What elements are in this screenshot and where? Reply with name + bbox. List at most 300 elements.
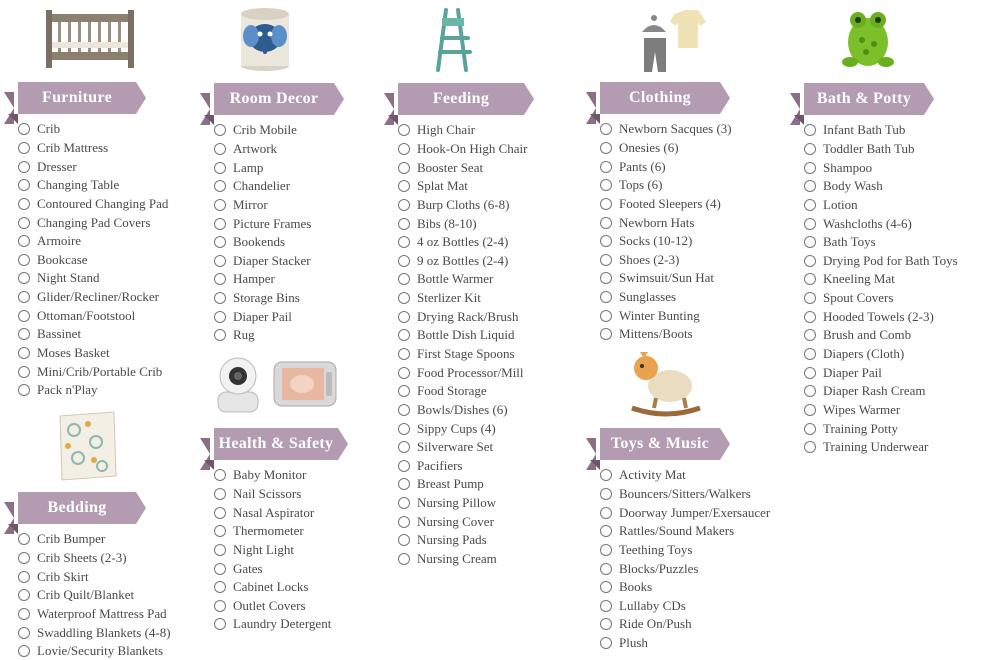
checklist-item[interactable] [18,250,168,269]
checklist-item-label: Newborn Sacques (3) [619,121,732,137]
checkbox-circle[interactable] [398,423,410,435]
checkbox-circle[interactable] [600,563,612,575]
checklist-item-label: Training Underwear [823,439,929,455]
checkbox-circle[interactable] [214,488,226,500]
checklist-item-label: Moses Basket [37,345,110,360]
checklist-item[interactable] [214,578,331,597]
checkbox-circle[interactable] [600,525,612,537]
checklist-item[interactable] [398,494,528,513]
checklist-item[interactable] [600,306,732,325]
checklist-item[interactable] [398,270,528,289]
checklist-item[interactable] [398,401,528,420]
checklist-item-label: Bouncers/Sitters/Walkers [619,485,751,501]
checkbox-circle[interactable] [398,292,410,304]
checkbox-circle[interactable] [214,273,226,285]
checkbox-circle[interactable] [600,142,612,154]
checklist-item-label: Thermometer [233,523,304,539]
checkbox-circle[interactable] [214,525,226,537]
checklist-item[interactable] [600,325,732,344]
checklist-item[interactable] [600,157,732,176]
checkbox-circle[interactable] [600,600,612,612]
checkbox-circle[interactable] [214,162,226,174]
checkbox-circle[interactable] [18,161,30,173]
checkbox-circle[interactable] [214,581,226,593]
checklist-item[interactable] [804,196,958,215]
checklist-item[interactable] [600,541,770,560]
section-banner [790,83,958,115]
checklist-item-label: Newborn Hats [619,214,695,230]
checklist-item-label: Storage Bins [233,290,300,306]
checklist-item[interactable] [600,232,732,251]
checklist-item-label: Footed Sleepers (4) [619,195,721,211]
checklist-item[interactable] [600,288,732,307]
checklist-item[interactable] [214,214,311,233]
checklist-item[interactable] [804,214,958,233]
checkbox-circle[interactable] [398,385,410,397]
checklist-item[interactable] [18,306,168,325]
section-toys-music [600,428,770,652]
checkbox-circle[interactable] [18,608,30,620]
checkbox-circle[interactable] [398,404,410,416]
checklist [398,121,528,568]
checklist-item[interactable] [18,344,168,363]
checklist-item[interactable] [18,176,168,195]
checklist-item[interactable] [804,363,958,382]
checklist-item-label: Training Potty [823,420,899,436]
checkbox-circle[interactable] [18,291,30,303]
checklist-item[interactable] [804,121,958,140]
checklist-item[interactable] [600,596,770,615]
checklist-item[interactable] [214,270,311,289]
checklist-item[interactable] [804,382,958,401]
checkbox-circle[interactable] [18,552,30,564]
checklist-item-label: Nursing Pads [417,532,487,548]
checklist-item[interactable] [398,512,528,531]
checklist-item[interactable] [600,195,732,214]
checklist-item[interactable] [398,121,528,140]
checkbox-circle[interactable] [804,199,816,211]
checkbox-circle[interactable] [18,254,30,266]
checkbox-circle[interactable] [804,143,816,155]
checklist-item[interactable] [398,214,528,233]
checklist-item-label: Crib Bumper [37,531,106,547]
checkbox-circle[interactable] [214,255,226,267]
checkbox-circle[interactable] [600,198,612,210]
checklist-item-label: Bottle Warmer [417,271,494,287]
checkbox-circle[interactable] [600,161,612,173]
checklist-item-label: Hook-On High Chair [417,140,528,156]
checkbox-circle[interactable] [398,180,410,192]
checklist-item[interactable] [18,157,168,176]
checkbox-circle[interactable] [398,460,410,472]
crib-picture [40,6,140,70]
checklist-item[interactable] [18,567,171,586]
checkbox-circle[interactable] [804,255,816,267]
checklist-item[interactable] [600,466,770,485]
checkbox-circle[interactable] [804,348,816,360]
checklist-item[interactable] [398,158,528,177]
checklist-item[interactable] [18,605,171,624]
checkbox-circle[interactable] [804,423,816,435]
checkbox-circle[interactable] [18,384,30,396]
checkbox-circle[interactable] [18,366,30,378]
checkbox-circle[interactable] [18,217,30,229]
checklist-item-label: Food Processor/Mill [417,364,524,380]
section-banner [586,428,770,460]
checklist-item-label: Teething Toys [619,541,693,557]
checklist-item-label: Rug [233,327,255,343]
checkbox-circle[interactable] [398,218,410,230]
section-bath-potty [804,83,958,457]
checklist-item-label: Drying Pod for Bath Toys [823,252,958,268]
checkbox-circle[interactable] [600,637,612,649]
checkbox-circle[interactable] [804,329,816,341]
section-clothing [600,82,732,344]
checkbox-circle[interactable] [804,236,816,248]
checklist-item-label: Plush [619,635,648,651]
checkbox-circle[interactable] [18,235,30,247]
checklist [18,120,168,400]
section-title: Bedding [18,492,136,524]
checklist-item[interactable] [214,559,331,578]
checklist-item[interactable] [804,345,958,364]
checklist-item[interactable] [18,213,168,232]
checkbox-circle[interactable] [214,311,226,323]
checkbox-circle[interactable] [600,123,612,135]
checklist-item[interactable] [600,269,732,288]
checklist-item-label: Night Light [233,541,295,557]
checkbox-circle[interactable] [600,618,612,630]
checkbox-circle[interactable] [398,553,410,565]
checkbox-circle[interactable] [600,217,612,229]
checklist-item[interactable] [398,251,528,270]
checklist-item[interactable] [18,586,171,605]
checkbox-circle[interactable] [18,198,30,210]
checklist-item-label: Activity Mat [619,467,686,483]
checklist-item[interactable] [214,233,311,252]
checklist-item-label: Hooded Towels (2-3) [823,308,934,324]
checklist-item[interactable] [804,270,958,289]
checklist-item-label: Chandelier [233,178,291,194]
checklist-item[interactable] [398,233,528,252]
checkbox-circle[interactable] [398,348,410,360]
checklist-item[interactable] [18,642,171,660]
checkbox-circle[interactable] [398,367,410,379]
checklist-item[interactable] [214,289,311,308]
checkbox-circle[interactable] [18,272,30,284]
checkbox-circle[interactable] [214,544,226,556]
checklist-item[interactable] [18,549,171,568]
checklist-item[interactable] [804,140,958,159]
checkbox-circle[interactable] [398,273,410,285]
checkbox-circle[interactable] [398,162,410,174]
checklist-item[interactable] [600,578,770,597]
checklist-item-label: Breast Pump [417,476,484,492]
checklist-item[interactable] [214,177,311,196]
checklist-item[interactable] [214,596,331,615]
checkbox-circle[interactable] [398,236,410,248]
checklist-item[interactable] [18,325,168,344]
checklist-item[interactable] [214,158,311,177]
checkbox-circle[interactable] [804,385,816,397]
checklist-item[interactable] [600,250,732,269]
section-title: Bath & Potty [804,83,924,115]
checklist-item[interactable] [18,120,168,139]
checklist-item-label: Picture Frames [233,215,312,231]
checkbox-circle[interactable] [214,292,226,304]
checkbox-circle[interactable] [18,571,30,583]
section-feeding [398,83,528,568]
checklist-item[interactable] [600,120,732,139]
checklist-item-label: Glider/Recliner/Rocker [37,289,160,305]
checkbox-circle[interactable] [398,497,410,509]
checkbox-circle[interactable] [214,600,226,612]
checklist-item[interactable] [214,251,311,270]
checkbox-circle[interactable] [398,516,410,528]
checklist-item-label: Lamp [233,159,264,175]
checkbox-circle[interactable] [18,310,30,322]
checklist-item-label: Diaper Rash Cream [823,383,926,399]
checklist-item[interactable] [214,485,331,504]
checklist [600,466,770,652]
checklist [214,466,331,634]
checkbox-circle[interactable] [804,180,816,192]
checkbox-circle[interactable] [18,328,30,340]
checkbox-circle[interactable] [214,507,226,519]
checklist-item-label: Doorway Jumper/Exersaucer [619,504,771,520]
checklist-item-label: Wipes Warmer [823,401,901,417]
checkbox-circle[interactable] [214,563,226,575]
checklist-item[interactable] [398,457,528,476]
checklist-item[interactable] [804,177,958,196]
checklist-item-label: Books [619,579,653,595]
checkbox-circle[interactable] [398,478,410,490]
checklist-item-label: Dresser [37,158,77,174]
checkbox-circle[interactable] [398,311,410,323]
elephant-bin-picture [236,4,294,72]
checkbox-circle[interactable] [398,534,410,546]
checklist-item[interactable] [214,615,331,634]
checklist-item[interactable] [214,326,311,345]
checkbox-circle[interactable] [18,347,30,359]
checklist-item[interactable] [398,363,528,382]
checklist-item[interactable] [214,541,331,560]
checklist-item[interactable] [398,196,528,215]
checkbox-circle[interactable] [804,292,816,304]
high-chair-picture [428,4,480,74]
checkbox-circle[interactable] [18,123,30,135]
checklist-item[interactable] [804,158,958,177]
checkbox-circle[interactable] [214,218,226,230]
checkbox-circle[interactable] [18,179,30,191]
checkbox-circle[interactable] [214,143,226,155]
checkbox-circle[interactable] [398,199,410,211]
checkbox-circle[interactable] [804,273,816,285]
checklist-item[interactable] [804,419,958,438]
checklist-item[interactable] [18,269,168,288]
checklist-item[interactable] [600,213,732,232]
checklist-item-label: Tops (6) [619,177,663,193]
checklist-item-label: Infant Bath Tub [823,122,906,138]
checklist-item[interactable] [398,531,528,550]
checklist-item-label: Diaper Pail [823,364,882,380]
section-banner [384,83,528,115]
checklist-item-label: Changing Table [37,177,120,193]
checkbox-circle[interactable] [214,180,226,192]
checklist-item-label: Contoured Changing Pad [37,195,169,211]
checkbox-circle[interactable] [214,124,226,136]
checklist-item[interactable] [18,232,168,251]
checkbox-circle[interactable] [18,627,30,639]
checklist-item[interactable] [804,307,958,326]
checkbox-circle[interactable] [18,142,30,154]
checkbox-circle[interactable] [18,645,30,657]
checklist-item[interactable] [398,475,528,494]
checklist-item-label: Nail Scissors [233,485,302,501]
checklist-item[interactable] [804,401,958,420]
baby-monitor-picture [212,352,340,416]
checklist [804,121,958,457]
checklist-item[interactable] [214,522,331,541]
checkbox-circle[interactable] [398,441,410,453]
checklist-item[interactable] [804,233,958,252]
checkbox-circle[interactable] [600,272,612,284]
section-furniture [18,82,168,400]
checklist-item-label: Spout Covers [823,290,894,306]
checklist-item[interactable] [214,503,331,522]
checkbox-circle[interactable] [600,235,612,247]
checklist-item-label: Pants (6) [619,158,666,174]
checklist-item-label: Drying Rack/Brush [417,308,519,324]
checklist-item-label: Blocks/Puzzles [619,560,699,576]
checklist-item[interactable] [18,139,168,158]
checklist-item[interactable] [18,381,168,400]
checkbox-circle[interactable] [600,488,612,500]
checklist-item[interactable] [214,140,311,159]
checklist-item[interactable] [214,307,311,326]
checkbox-circle[interactable] [804,441,816,453]
checkbox-circle[interactable] [398,143,410,155]
checklist-item[interactable] [214,466,331,485]
checklist-item-label: Laundry Detergent [233,616,332,632]
checkbox-circle[interactable] [214,618,226,630]
checklist-item[interactable] [18,623,171,642]
checklist-item[interactable] [804,438,958,457]
checkbox-circle[interactable] [804,311,816,323]
checklist-item[interactable] [214,121,311,140]
checklist-item-label: Ottoman/Footstool [37,307,136,323]
checklist-item-label: Body Wash [823,178,883,194]
checklist-item-label: Outlet Covers [233,597,306,613]
checklist-item[interactable] [398,345,528,364]
checkbox-circle[interactable] [804,404,816,416]
checklist-item-label: Kneeling Mat [823,271,895,287]
checklist-item-label: Winter Bunting [619,307,700,323]
checkbox-circle[interactable] [600,581,612,593]
section-banner [4,492,171,524]
section-bedding [18,492,171,660]
section-health-safety [214,428,334,634]
checklist-item[interactable] [804,251,958,270]
onesie-outfit-picture [636,4,708,74]
checklist-item-label: 4 oz Bottles (2-4) [417,234,509,250]
section-title: Feeding [398,83,524,115]
checkbox-circle[interactable] [600,291,612,303]
checkbox-circle[interactable] [600,310,612,322]
checklist-item[interactable] [600,485,770,504]
checklist-item[interactable] [398,177,528,196]
checklist-item[interactable] [18,530,171,549]
crib-bumper-picture [54,408,120,484]
checklist-item[interactable] [398,326,528,345]
checkbox-circle[interactable] [398,255,410,267]
checklist-item-label: Bibs (8-10) [417,215,477,231]
checklist-item-label: Cabinet Locks [233,579,309,595]
checkbox-circle[interactable] [804,218,816,230]
checklist-item[interactable] [18,288,168,307]
checklist-item-label: Nasal Aspirator [233,504,315,520]
checklist-item[interactable] [600,503,770,522]
checkbox-circle[interactable] [214,469,226,481]
checklist-item-label: Crib Mattress [37,139,109,155]
checkbox-circle[interactable] [398,124,410,136]
checkbox-circle[interactable] [804,124,816,136]
checkbox-circle[interactable] [600,179,612,191]
checklist-item[interactable] [18,195,168,214]
section-title: Toys & Music [600,428,720,460]
checklist-item[interactable] [600,522,770,541]
checkbox-circle[interactable] [214,199,226,211]
checkbox-circle[interactable] [804,162,816,174]
checklist-item[interactable] [600,139,732,158]
checklist-item-label: Bookends [233,234,285,250]
checkbox-circle[interactable] [600,469,612,481]
checklist-item[interactable] [398,289,528,308]
checklist-item[interactable] [600,615,770,634]
checkbox-circle[interactable] [600,507,612,519]
checklist-item[interactable] [398,307,528,326]
checklist-item-label: Brush and Comb [823,327,912,343]
checkbox-circle[interactable] [600,254,612,266]
checkbox-circle[interactable] [600,544,612,556]
checklist-item-label: Sterlizer Kit [417,290,481,306]
checklist-item[interactable] [398,438,528,457]
checklist-item[interactable] [398,550,528,569]
section-title: Furniture [18,82,136,114]
checklist-item[interactable] [398,140,528,159]
checklist-item[interactable] [214,196,311,215]
checkbox-circle[interactable] [214,236,226,248]
checklist-item[interactable] [600,634,770,653]
checklist-item[interactable] [398,419,528,438]
checkbox-circle[interactable] [600,328,612,340]
checklist-item-label: Pack n'Play [37,382,98,398]
section-title: Health & Safety [214,428,338,460]
checklist-item[interactable] [398,382,528,401]
checklist-item[interactable] [804,326,958,345]
checklist-item[interactable] [18,362,168,381]
checklist-item[interactable] [804,289,958,308]
checklist-item[interactable] [600,559,770,578]
checkbox-circle[interactable] [804,367,816,379]
checklist-item-label: Nursing Cover [417,513,494,529]
checkbox-circle[interactable] [18,533,30,545]
checklist-item-label: Toddler Bath Tub [823,140,915,156]
checklist-item[interactable] [600,176,732,195]
checkbox-circle[interactable] [398,329,410,341]
checkbox-circle[interactable] [214,329,226,341]
checkbox-circle[interactable] [18,589,30,601]
